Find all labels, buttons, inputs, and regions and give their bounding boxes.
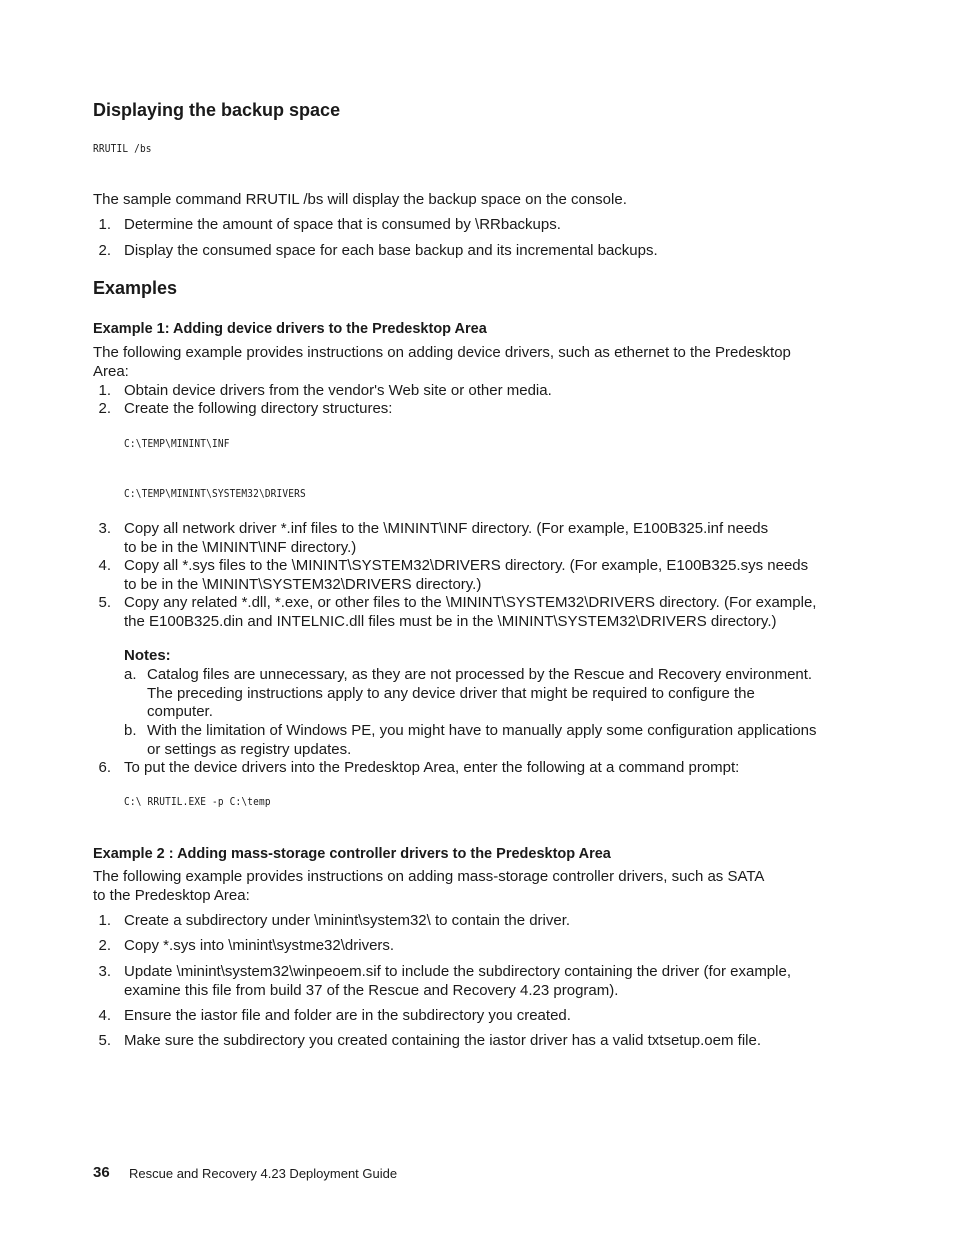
list-text: Display the consumed space for each base backup and its incremental backups. <box>124 242 658 259</box>
list-text-line1: Copy all *.sys files to the \MININT\SYSTEM32\DRIVERS directory. (For example, E100B325.sys needs <box>124 557 809 574</box>
list-text: Copy *.sys into \minint\systme32\drivers. <box>124 937 395 954</box>
example1-heading: Example 1: Adding device drivers to the Predesktop Area <box>93 321 487 337</box>
list-text-line2: the E100B325.din and INTELNIC.dll files must be in the \MININT\SYSTEM32\DRIVERS directory.) <box>124 612 777 630</box>
code-rrutil-exe: C:\ RRUTIL.EXE -p C:\temp <box>124 795 271 808</box>
list-text-line2: to be in the \MININT\SYSTEM32\DRIVERS directory.) <box>124 575 482 593</box>
list-text-line2: to be in the \MININT\INF directory.) <box>124 538 357 556</box>
paragraph-intro: The sample command RRUTIL /bs will display the backup space on the console. <box>93 191 627 208</box>
note-text-line2: The preceding instructions apply to any device driver that might be required to configure the <box>147 684 755 702</box>
example1-intro-line1: The following example provides instructions on adding device drivers, such as ethernet to the Predesktop <box>93 344 791 361</box>
list-text: Obtain device drivers from the vendor's Web site or other media. <box>124 382 552 399</box>
list-number: 2. <box>98 242 111 259</box>
list-number: 1. <box>98 382 111 399</box>
list-number: 3. <box>98 520 111 537</box>
list-number: 2. <box>98 937 111 954</box>
note-letter: b. <box>124 722 137 739</box>
example1-intro-line2: Area: <box>93 363 129 380</box>
list-text: To put the device drivers into the Predesktop Area, enter the following at a command prompt: <box>124 759 740 776</box>
example2-heading: Example 2 : Adding mass-storage controller drivers to the Predesktop Area <box>93 846 611 862</box>
page-number: 36 <box>93 1164 110 1181</box>
example2-intro-line2: to the Predesktop Area: <box>93 887 250 904</box>
code-rrutil-bs: RRUTIL /bs <box>93 142 152 155</box>
note-text-line1: Catalog files are unnecessary, as they are not processed by the Rescue and Recovery environment. <box>147 666 813 683</box>
list-number: 6. <box>98 759 111 776</box>
list-text: Determine the amount of space that is consumed by \RRbackups. <box>124 216 561 233</box>
list-number: 3. <box>98 963 111 980</box>
list-number: 2. <box>98 400 111 417</box>
note-letter: a. <box>124 666 137 683</box>
code-temp-minint-inf: C:\TEMP\MININT\INF <box>124 437 230 450</box>
note-text-line2: or settings as registry updates. <box>147 740 352 758</box>
code-temp-minint-drivers: C:\TEMP\MININT\SYSTEM32\DRIVERS <box>124 487 306 500</box>
list-text: Create the following directory structures: <box>124 400 393 417</box>
list-number: 1. <box>98 912 111 929</box>
list-text: Ensure the iastor file and folder are in the subdirectory you created. <box>124 1007 571 1024</box>
list-text-line1: Copy any related *.dll, *.exe, or other files to the \MININT\SYSTEM32\DRIVERS directory. (For example, <box>124 594 817 611</box>
list-number: 1. <box>98 216 111 233</box>
list-text-line1: Copy all network driver *.inf files to the \MININT\INF directory. (For example, E100B325.inf needs <box>124 520 769 537</box>
section-heading-examples: Examples <box>93 278 178 298</box>
list-text-line1: Update \minint\system32\winpeoem.sif to include the subdirectory containing the driver (for example, <box>124 963 791 980</box>
list-number: 5. <box>98 594 111 611</box>
list-text-line2: examine this file from build 37 of the Rescue and Recovery 4.23 program). <box>124 981 619 999</box>
list-text: Make sure the subdirectory you created containing the iastor driver has a valid txtsetup.oem file. <box>124 1032 761 1049</box>
list-number: 5. <box>98 1032 111 1049</box>
list-text: Create a subdirectory under \minint\system32\ to contain the driver. <box>124 912 571 929</box>
footer-doc-title: Rescue and Recovery 4.23 Deployment Guide <box>129 1166 398 1181</box>
list-number: 4. <box>98 557 111 574</box>
example2-intro-line1: The following example provides instructions on adding mass-storage controller drivers, such as SATA <box>93 868 765 885</box>
section-heading-backup-space: Displaying the backup space <box>93 100 341 120</box>
list-number: 4. <box>98 1007 111 1024</box>
notes-label: Notes: <box>124 647 171 664</box>
note-text-line3: computer. <box>147 703 213 720</box>
note-text-line1: With the limitation of Windows PE, you might have to manually apply some configuration applications <box>147 722 817 739</box>
